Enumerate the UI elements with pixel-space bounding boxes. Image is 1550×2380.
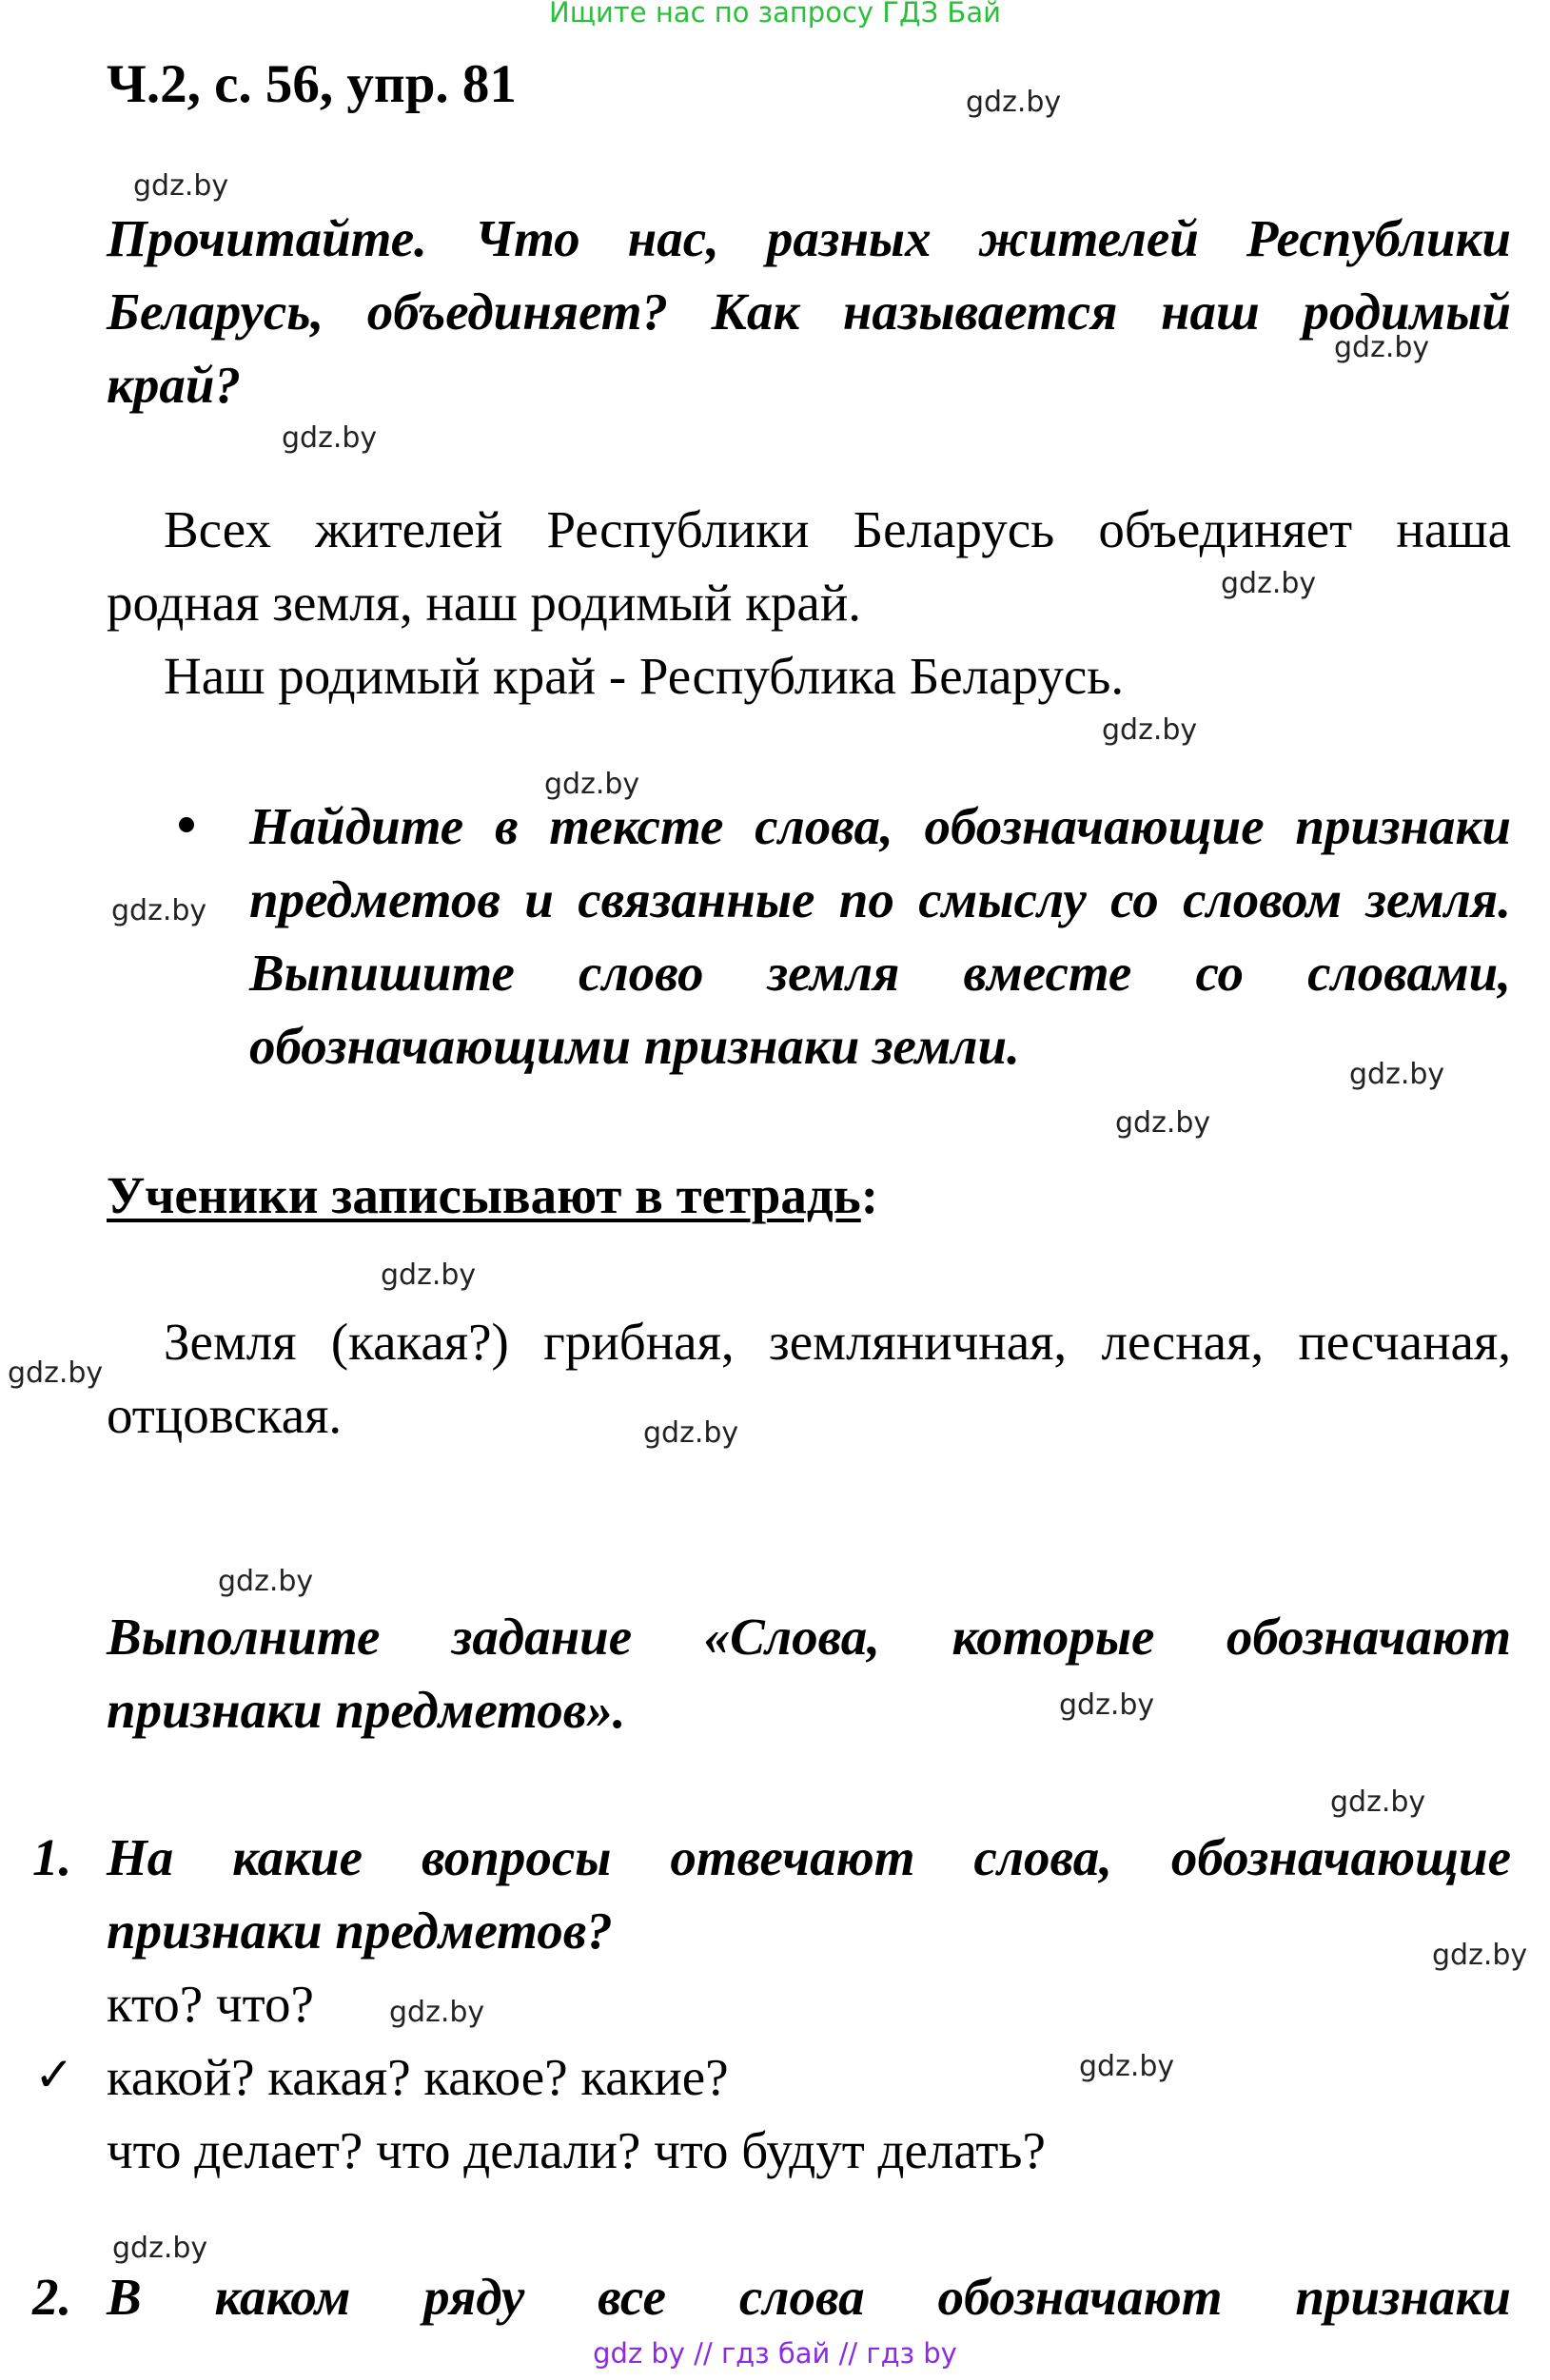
quiz-q1-line1: На какие вопросы отвечают слова, обозначающие [107,1828,1511,1886]
students-heading [107,1159,878,1232]
watermark: gdz.by [133,169,229,203]
watermark: gdz.by [282,421,378,455]
quiz-option-3: что делает? что делали? что будут делать? [107,2121,1046,2179]
watermark: gdz.by [966,86,1062,119]
watermark: gdz.by [1349,1058,1445,1091]
task2-line2: признаки предметов». [107,1681,626,1739]
students-heading-colon: : [860,1166,879,1224]
watermark: gdz.by [112,2232,208,2265]
watermark: gdz.by [8,1356,104,1390]
bullet-icon [179,817,194,832]
task-line4: обозначающими признаки земли. [249,1017,1020,1075]
watermark: gdz.by [1334,331,1430,364]
quiz-option-2: какой? какая? какое? какие? [107,2048,729,2106]
watermark: gdz.by [1432,1939,1528,1972]
answer1-paragraph1: Всех жителей Республики Беларусь объединяет наша родная земля, наш родимый край. [107,500,1511,632]
check-icon: ✓ [34,2047,74,2102]
question1-line2: Беларусь, объединяет? Как называется наш родимый [107,283,1511,341]
quiz-q2-number: 2. [32,2268,72,2326]
watermark: gdz.by [643,1416,739,1450]
page-title: Ч.2, с. 56, упр. 81 [107,54,517,114]
watermark: gdz.by [111,894,207,927]
quiz-q1-number: 1. [32,1828,72,1886]
quiz-option-1: кто? что? [107,1975,314,2033]
watermark: gdz.by [1221,567,1317,600]
answer2-paragraph: Земля (какая?) грибная, земляничная, лесная, песчаная, отцовская. [107,1313,1511,1444]
question1-line3: край? [107,356,241,414]
footer-links: gdz by // гдз бай // гдз by [593,2337,957,2370]
watermark: gdz.by [381,1258,477,1292]
watermark: gdz.by [544,768,640,801]
top-banner: Ищите нас по запросу ГДЗ Бай [549,0,1001,29]
task-line1: Найдите в тексте слова, обозначающие признаки [249,797,1511,855]
question1-line1: Прочитайте. Что нас, разных жителей Республики [107,209,1511,267]
quiz-q2-line1: В каком ряду все слова обозначают признаки [107,2268,1511,2326]
task-line3: Выпишите слово земля вместе со словами, [249,944,1511,1002]
task2-line1: Выполните задание «Слова, которые обозначают [107,1608,1511,1666]
students-heading-text: Ученики записывают в тетрадь [107,1166,861,1224]
watermark: gdz.by [1079,2050,1175,2083]
watermark: gdz.by [218,1565,314,1598]
quiz-q1-line2: признаки предметов? [107,1902,613,1960]
task-line2: предметов и связанные по смыслу со словом земля. [249,870,1511,928]
answer1-paragraph2: Наш родимый край - Республика Беларусь. [164,647,1125,705]
watermark: gdz.by [1115,1106,1211,1140]
watermark: gdz.by [1102,713,1198,747]
watermark: gdz.by [1059,1688,1155,1722]
watermark: gdz.by [389,1996,485,2029]
watermark: gdz.by [1330,1785,1426,1819]
